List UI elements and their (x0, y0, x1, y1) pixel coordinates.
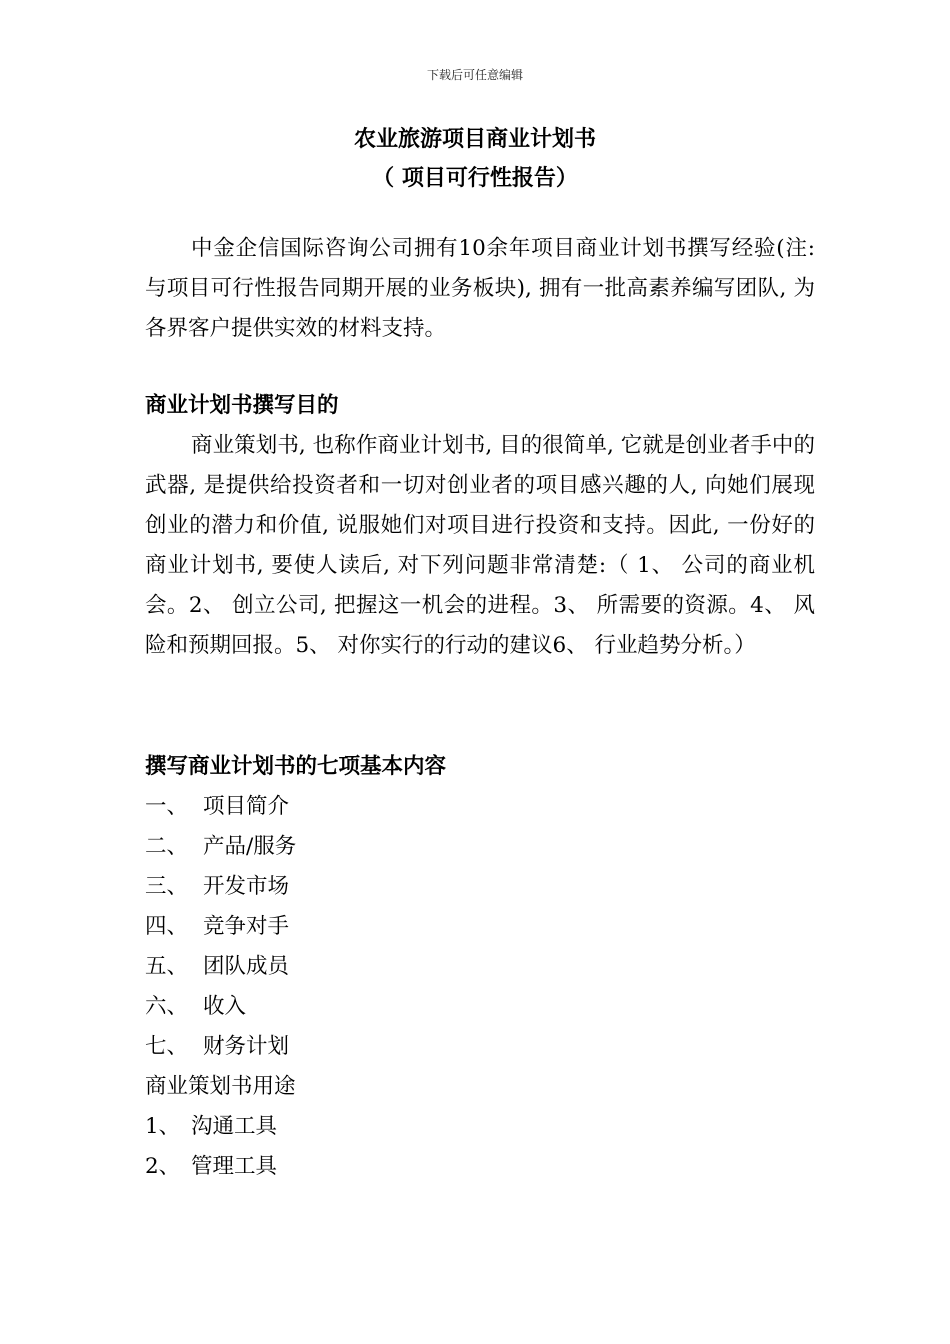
list-item (145, 947, 815, 987)
list-item-text: 沟通工具 (191, 1114, 278, 1139)
list-item-text: 项目简介 (203, 794, 290, 819)
list-item (145, 867, 815, 907)
list-item-text: 产品/服务 (203, 834, 297, 859)
section-heading-purpose: 商业计划书撰写目的 (145, 393, 339, 418)
list-item-text: 竞争对手 (203, 914, 290, 939)
intro-paragraph: 中金企信国际咨询公司拥有10余年项目商业计划书撰写经验(注: 与项目可行性报告同期开展的业务板块), 拥有一批高素养编写团队, 为各界客户提供实效的材料支持。 (145, 236, 815, 341)
list-item-text: 财务计划 (203, 1034, 290, 1059)
document-title: 农业旅游项目商业计划书 (353, 126, 596, 152)
list-item-number: 四、 (145, 914, 189, 939)
list-item-number: 二、 (145, 834, 189, 859)
section-heading-contents: 撰写商业计划书的七项基本内容 (145, 754, 447, 779)
list-item-number: 七、 (145, 1034, 189, 1059)
list-item (145, 907, 815, 947)
list-item-number: 1、 (145, 1114, 181, 1139)
list-item-text: 管理工具 (191, 1154, 278, 1179)
header-note: 下载后可任意编辑 (426, 68, 523, 82)
list-item-text: 团队成员 (203, 954, 290, 979)
list-item (145, 787, 815, 827)
contents-list (145, 787, 815, 1187)
list-item-number: 六、 (145, 994, 189, 1019)
list-item (145, 987, 815, 1027)
uses-heading: 商业策划书用途 (145, 1074, 296, 1099)
list-item-number: 2、 (145, 1154, 181, 1179)
list-item-number: 五、 (145, 954, 189, 979)
list-item-text: 收入 (203, 994, 247, 1019)
list-item-text: 开发市场 (203, 874, 290, 899)
list-item (145, 1107, 815, 1147)
list-item-number: 三、 (145, 874, 189, 899)
purpose-paragraph: 商业策划书, 也称作商业计划书, 目的很简单, 它就是创业者手中的武器, 是提供给投资者和一切对创业者的项目感兴趣的人, 向她们展现创业的潜力和价值, 说服她们对项目进行投资和支持。因此, 一份好的商业计划书, 要使人读后, 对下列问题非常清楚:（ 1、 公司的商业机会。2、 创立公司, 把握这一机会的进程。3、 所需要的资源。4、 风险和预期回报。5、 对你实行的行动的建议6、 行业趋势分析。） (145, 433, 815, 658)
list-item (145, 827, 815, 867)
document-subtitle: （ 项目可行性报告） (372, 165, 578, 191)
list-item (145, 1027, 815, 1067)
list-item-number: 一、 (145, 794, 189, 819)
list-item (145, 1147, 815, 1187)
